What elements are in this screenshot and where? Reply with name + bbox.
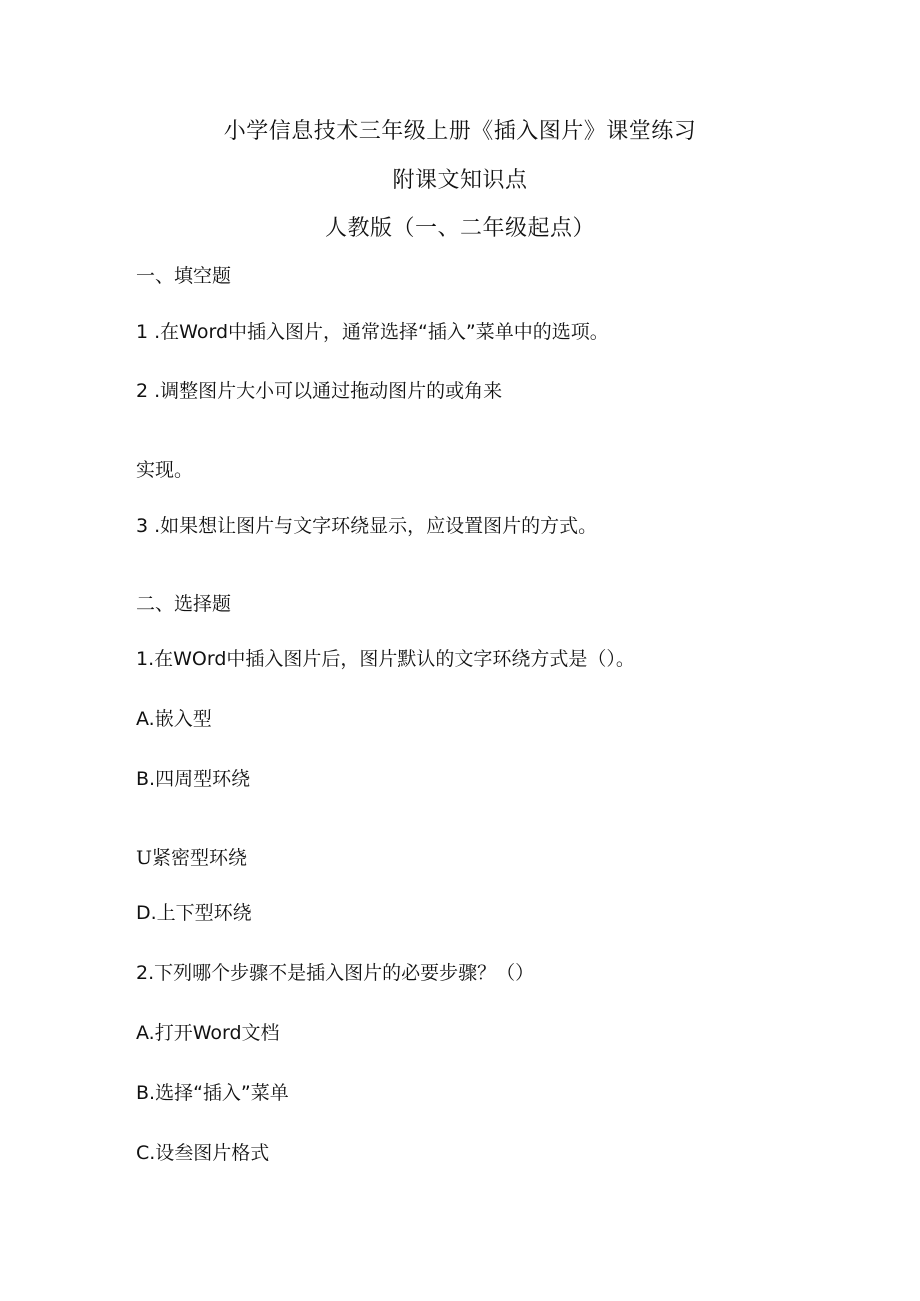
fill-blank-question-1: 1 .在Word中插入图片，通常选择“插入”菜单中的选项。 [136,321,609,343]
choice-question-2-option-a: A.打开Word文档 [136,1022,280,1044]
document-title: 小学信息技术三年级上册《插入图片》课堂练习 [223,119,697,144]
choice-question-2-option-b: B.选择“插入”菜单 [136,1082,289,1104]
choice-question-1-option-b: B.四周型环绕 [136,768,251,790]
choice-question-1-option-d: D.上下型环绕 [136,902,252,924]
fill-blank-question-2-continued: 实现。 [136,459,194,481]
choice-question-1-option-a: A.嵌入型 [136,708,212,730]
choice-question-2-stem: 2.下列哪个步骤不是插入图片的必要步骤？（） [136,962,535,984]
document-subtitle: 附课文知识点 [392,168,528,193]
choice-question-2-option-c: C.设叁图片格式 [136,1142,270,1164]
fill-blank-question-2: 2 .调整图片大小可以通过拖动图片的或角来 [136,380,503,402]
document-edition: 人教版（一、二年级起点） [324,216,595,241]
choice-question-1-option-c: U紧密型环绕 [136,847,248,869]
section-heading-fill-blank: 一、填空题 [136,265,232,287]
fill-blank-question-3: 3 .如果想让图片与文字环绕显示，应设置图片的方式。 [136,515,598,537]
section-heading-multiple-choice: 二、选择题 [136,593,232,615]
choice-question-1-stem: 1.在WOrd中插入图片后，图片默认的文字环绕方式是（）。 [136,648,635,670]
